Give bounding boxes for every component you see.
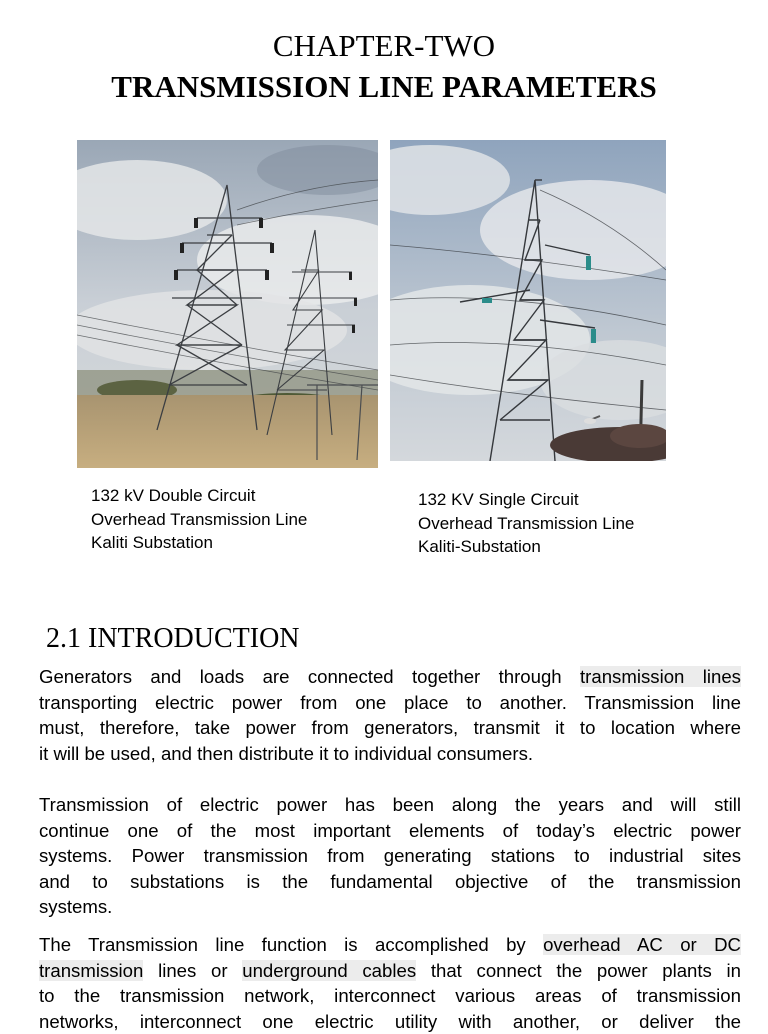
chapter-label: CHAPTER-TWO (272, 28, 496, 63)
paragraph-line (39, 843, 741, 869)
caption-line: 132 KV Single Circuit (418, 490, 579, 509)
text-run: and to substations is the fundamental objective of the transmission (39, 870, 741, 892)
text-run: transporting electric power from one place to another. Transmission line (39, 691, 741, 713)
text-run: Transmission of electric power has been along the years and will still (39, 794, 741, 815)
double-circuit-tower-photo (77, 140, 378, 468)
caption-line: Kaliti-Substation (418, 537, 541, 556)
text-run: continue one of the most important elements of today’s electric power (39, 819, 741, 841)
text-run: systems. Power transmission from generating stations to industrial sites (39, 845, 741, 867)
chapter-title: TRANSMISSION LINE PARAMETERS (111, 69, 657, 104)
paragraph-line (39, 1009, 741, 1034)
caption-line: 132 kV Double Circuit (91, 486, 256, 505)
caption-line: Overhead Transmission Line (418, 513, 635, 533)
paragraph-line (39, 894, 741, 920)
paragraph-line (39, 792, 741, 818)
section-heading: 2.1 INTRODUCTION (46, 623, 300, 654)
caption-line: Kaliti Substation (91, 533, 213, 552)
intro-paragraph-2 (39, 792, 741, 920)
single-circuit-caption (418, 488, 634, 559)
paragraph-line (39, 818, 741, 844)
paragraph-line (39, 715, 741, 741)
paragraph-line (39, 932, 741, 958)
intro-paragraph-1 (39, 664, 741, 766)
highlighted-term: overhead AC or DC (543, 934, 741, 955)
text-run: networks, interconnect one electric utility with another, or deliver the (39, 1010, 741, 1032)
text-run: must, therefore, take power from generators, transmit it to location where (39, 717, 741, 739)
paragraph-line (39, 958, 741, 984)
highlighted-term: transmission (39, 959, 144, 981)
text-run: to the transmission network, interconnect various areas of transmission (39, 985, 741, 1007)
text-run: that connect the power plants in (416, 959, 742, 981)
paragraph-line (39, 869, 741, 895)
highlighted-term: underground cables (242, 959, 417, 981)
intro-paragraph-3 (39, 932, 741, 1034)
paragraph-line (39, 983, 741, 1009)
paragraph-line (39, 664, 741, 690)
text-run: The Transmission line function is accomplished by (39, 934, 544, 955)
double-circuit-caption (91, 484, 307, 555)
text-run: Generators and loads are connected together through (39, 666, 581, 687)
single-circuit-tower-photo (390, 140, 666, 461)
caption-line: Overhead Transmission Line (91, 509, 308, 529)
text-run: it will be used, and then distribute it to individual consumers. (39, 742, 534, 764)
highlighted-term: transmission lines (580, 666, 741, 687)
text-run: systems. (39, 896, 113, 918)
paragraph-line (39, 690, 741, 716)
text-run: lines or (143, 959, 243, 981)
paragraph-line (39, 741, 741, 767)
